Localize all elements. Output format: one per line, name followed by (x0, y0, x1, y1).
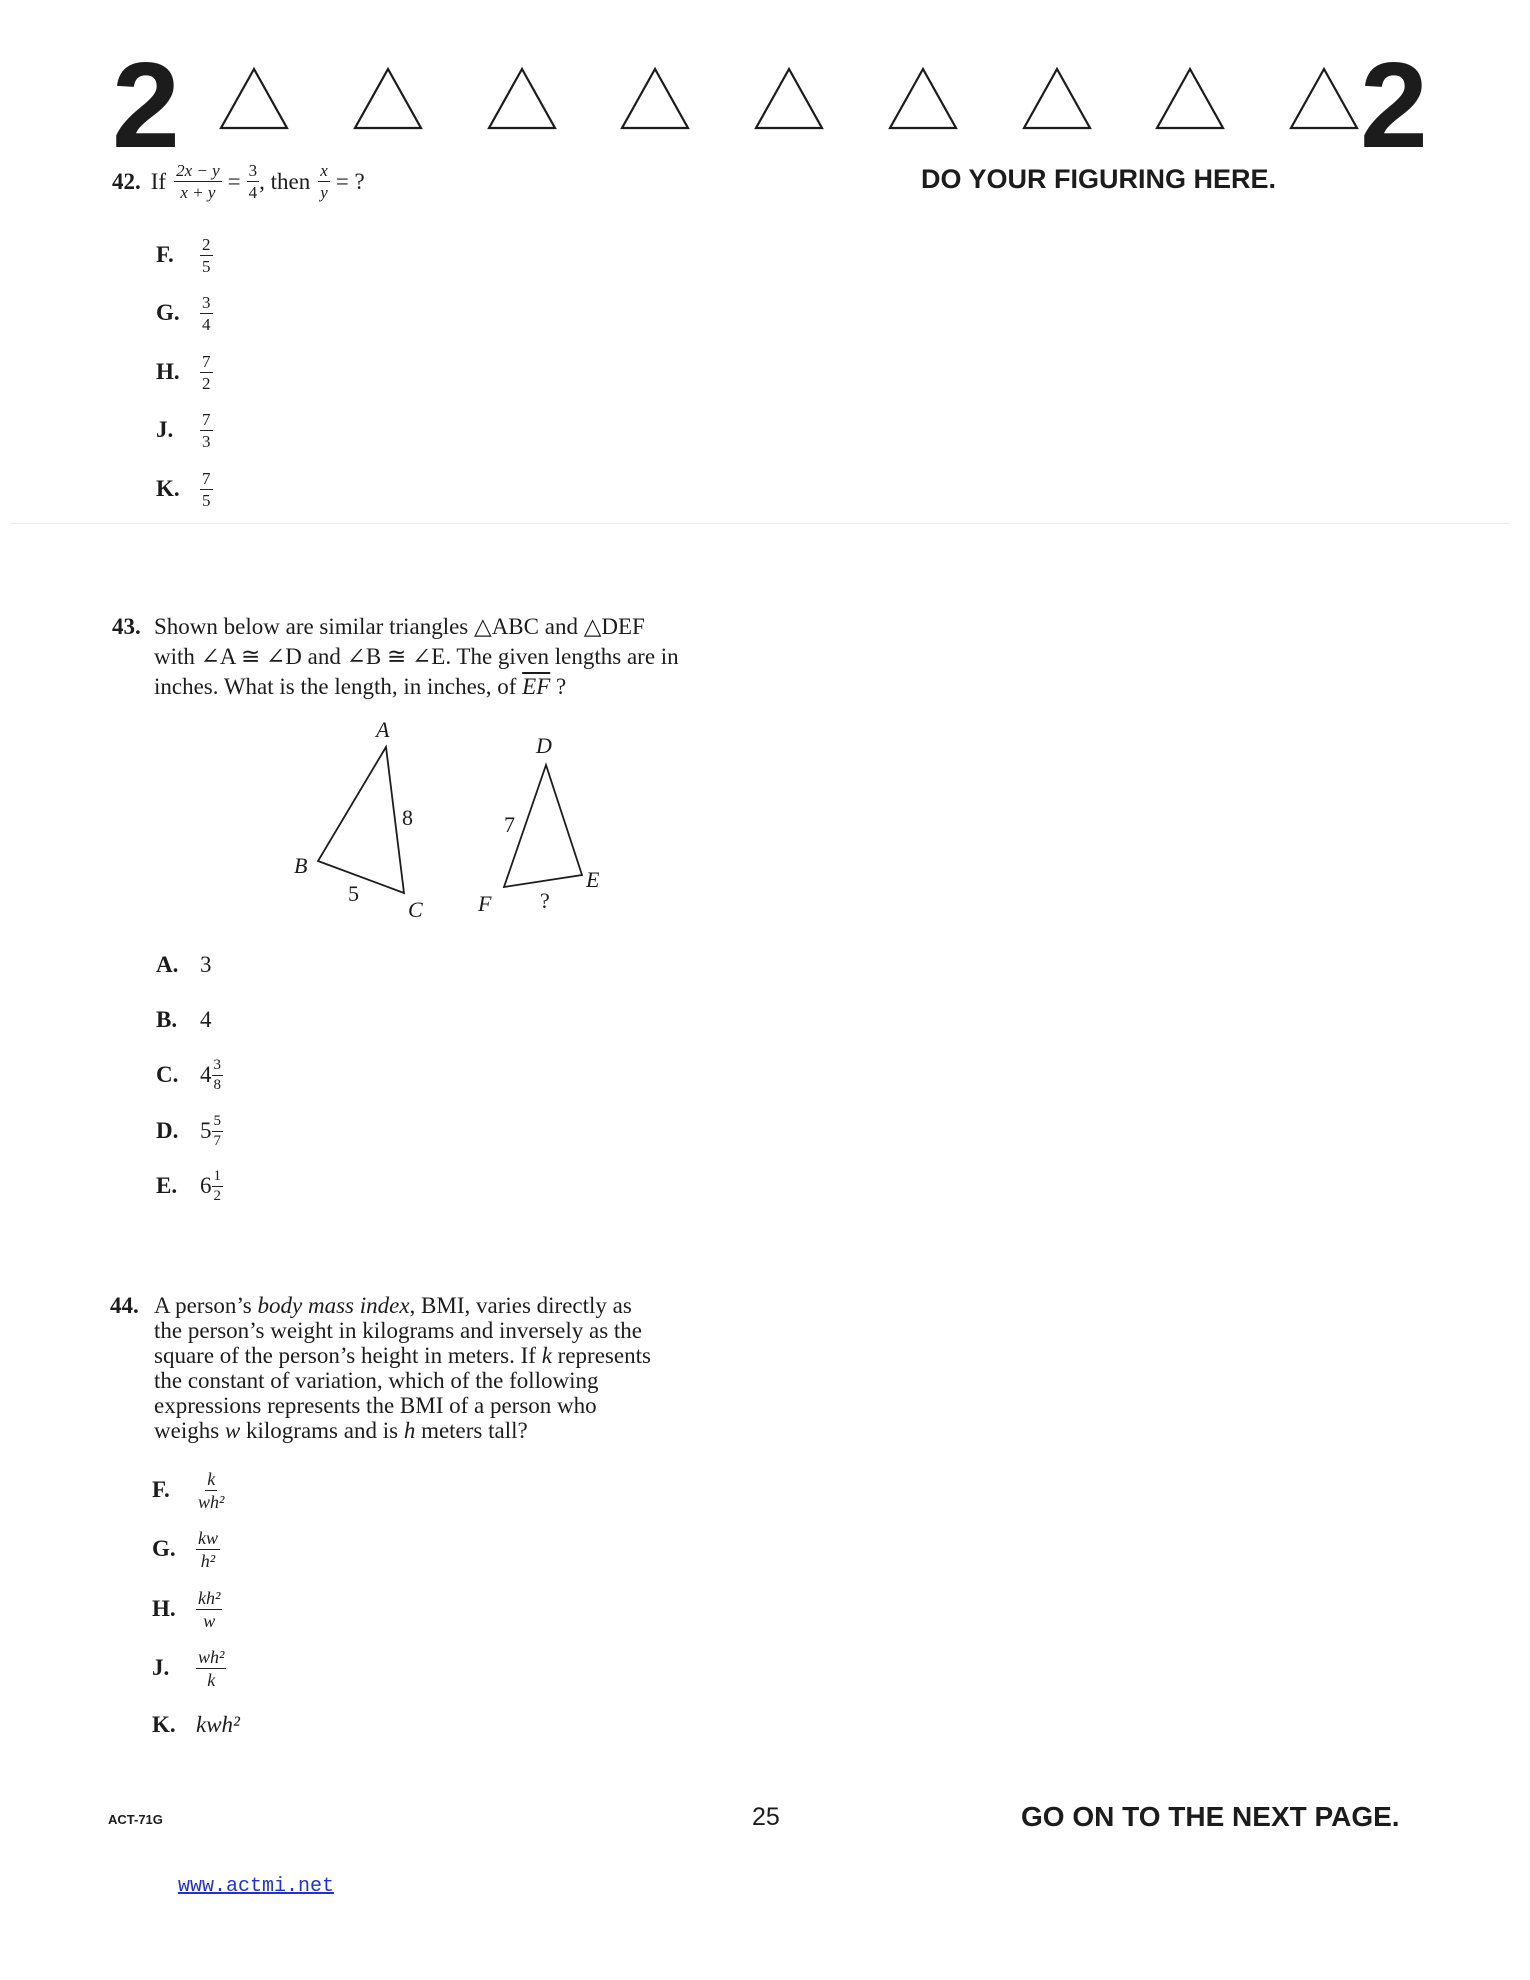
question-number: 42. (112, 168, 141, 194)
header-triangle-icon (218, 66, 290, 132)
answer-choice-d[interactable]: D. 5 $\frac{5}{7}$ (156, 1112, 221, 1149)
answer-choice-k[interactable]: K. kwh² (152, 1712, 240, 1737)
website-link[interactable]: www.actmi.net (178, 1875, 335, 1898)
vertex-a-label: A (376, 717, 390, 742)
question-44-stem: 44. A person’s body mass index, BMI, varies directly as the person’s weight in kilograms and inversely as the square of the person’s height in meters. If k represents the constant of variation, which of the following expressions represents the BMI of a person who weighs w kilograms and is h meters tall? (110, 1293, 651, 1443)
answer-choice-g[interactable]: G. $\frac{3}{4}$ (156, 292, 211, 334)
question-number: 44. (110, 1293, 139, 1318)
header-triangle-icon (352, 66, 424, 132)
side-ac-length: 8 (402, 805, 413, 830)
answer-choice-g[interactable]: G. $\frac{kw}{\text{h²}}$ (152, 1527, 218, 1571)
vertex-c-label: C (408, 897, 423, 922)
form-code: ACT-71G (108, 1812, 163, 1827)
vertex-e-label: E (586, 867, 600, 892)
question-number: 43. (112, 614, 141, 639)
triangle-def (504, 765, 582, 887)
header-triangle-icon (753, 66, 825, 132)
vertex-f-label: F (478, 891, 492, 916)
fraction-ask: $\frac{x}{y}$ (320, 161, 328, 202)
answer-choice-h[interactable]: H. $\frac{7}{2}$ (156, 351, 211, 393)
stem-text-ask: = ? (335, 168, 365, 194)
segment-ef: $\overline{EF}$ (522, 674, 551, 699)
answer-choice-a[interactable]: A. 3 (156, 952, 212, 977)
figuring-label: DO YOUR FIGURING HERE. (921, 164, 1277, 194)
answer-choice-c[interactable]: C. 4 $\frac{3}{8}$ (156, 1056, 221, 1093)
question-43-stem: 43. Shown below are similar triangles △ABC and △DEF with ∠A ≅ ∠D and ∠B ≅ ∠E. The given lengths are in inches. What is the length, in inches, of $\overline{EF}$ ? (112, 614, 679, 699)
section-number-right: 2 (1360, 37, 1428, 173)
header-triangle-icon (486, 66, 558, 132)
header-triangle-icon (1288, 66, 1360, 132)
vertex-d-label: D (536, 733, 552, 758)
fraction-lhs: $\frac{2x - y}{x + y}$ (176, 161, 220, 202)
answer-choice-j[interactable]: J. $\frac{7}{3}$ (156, 409, 211, 451)
fraction-rhs: $\frac{3}{4}$ (248, 161, 258, 202)
divider (10, 523, 1510, 524)
header-triangle-icon (1154, 66, 1226, 132)
answer-choice-b[interactable]: B. 4 (156, 1007, 212, 1032)
question-42-stem: 42. If $\frac{2x - y}{x + y}$ = $\frac{3}{4}$ , then $\frac{x}{y}$ = ? (112, 161, 365, 202)
next-page-instruction: GO ON TO THE NEXT PAGE. (1021, 1801, 1400, 1832)
page-number: 25 (752, 1803, 780, 1831)
side-df-length: 7 (504, 812, 515, 837)
side-bc-length: 5 (348, 881, 359, 906)
header-triangle-icon (619, 66, 691, 132)
answer-choice-e[interactable]: E. 6 $\frac{1}{2}$ (156, 1167, 221, 1204)
section-number-left: 2 (112, 37, 180, 173)
vertex-b-label: B (294, 853, 308, 878)
header-triangle-icon (1021, 66, 1093, 132)
answer-choice-k[interactable]: K. $\frac{7}{5}$ (156, 468, 211, 510)
answer-choice-f[interactable]: F. $\frac{2}{5}$ (156, 234, 211, 276)
side-ef-length: ? (540, 888, 550, 913)
header-triangle-icon (887, 66, 959, 132)
stem-text-then: , then (259, 168, 311, 194)
triangle-abc (318, 747, 404, 893)
stem-text: If (150, 168, 167, 194)
answer-choice-j[interactable]: J. $\frac{\text{wh²}}{k}$ (152, 1646, 225, 1690)
similar-triangles-figure (280, 715, 640, 925)
answer-choice-f[interactable]: F. $\frac{k}{\text{wh²}}$ (152, 1468, 225, 1512)
answer-choice-h[interactable]: H. $\frac{\text{kh²}}{w}$ (152, 1587, 221, 1631)
